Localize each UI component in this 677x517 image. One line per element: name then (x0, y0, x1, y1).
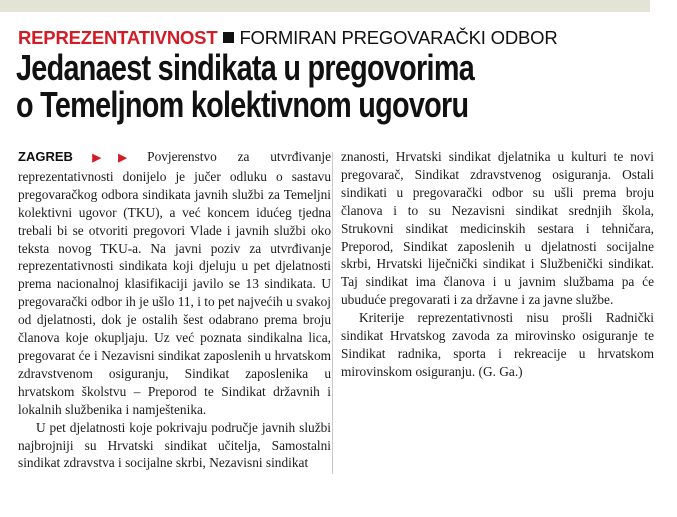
article-column-right (341, 148, 654, 381)
paragraph-3: Kriterije reprezentativnosti nisu prošli Radnički sindikat Hrvatskog zavoda za mirovinsko osiguranje te Sindikat radnika, sporta i rekreacije u hrvatskom mirovinskom osiguranju. (G. Ga.) (341, 310, 654, 379)
section-tag: REPREZENTATIVNOST (18, 27, 218, 48)
paragraph-2: U pet djelatnosti koje pokrivaju područje javnih službi najbrojniji su Hrvatski sindikat učitelja, Samostalni sindikat zdravstva i socijalne skrbi, Nezavisni sindikat (18, 419, 331, 471)
double-arrow-icon: ▶▶ (74, 152, 145, 164)
lead-paragraph (18, 148, 331, 419)
article-headline (16, 49, 520, 123)
kicker-subtitle: FORMIRAN PREGOVARAČKI ODBOR (239, 27, 558, 48)
article-kicker (18, 27, 557, 49)
headline-line-1: Jedanaest sindikata u pregovorima (16, 47, 475, 88)
dateline: ZAGREB (18, 149, 73, 164)
article-column-left (18, 148, 331, 472)
column-divider (332, 152, 333, 474)
square-bullet-icon (223, 32, 234, 43)
lead-text: Povjerenstvo za utvrđivanje reprezentativnosti donijelo je jučer odluku o sastavu pregovaračkog odbora sindikata javnih službi za Temeljni kolektivni ugovor (TKU), a već koncem idućeg tjedna trebali bi se otvoriti pregovori Vlade i javnih službi oko teksta novog TKU-a. Na javni poziv za utvrđivanje reprezentativnosti sindikata koji djeluju u pet djelatnosti prema nacionalnoj klasifikaciji javilo se 13 sindikata. U pregovarački odbor ih je ušlo 11, i to pet najvećih u svakoj od djelatnosti, dok je ostalih šest odabrano prema broju članova koje okupljaju. Uz već poznata sindikalna lica, pregovarat će i Nezavisni sindikat zaposlenih u hrvatskom zdravstvenom osiguranju, Sindikat zaposlenika u hrvatskom školstvu – Preporod te Sindikat državnih i lokalnih službenika i namještenika. (18, 149, 332, 417)
top-color-band (0, 0, 650, 12)
paragraph-2-continued: znanosti, Hrvatski sindikat djelatnika u kulturi te novi pregovarač, Sindikat zdravstvenog osiguranja. Ostali sindikati u pregovarački odbor su ušli prema broju članova i to su Nezavisni sindikat srednjih škola, Strukovni sindikat medicinskih sestara i tehničara, Preporod, Sindikat zaposlenih u djelatnosti socijalne skrbi, Hrvatski liječnički sindikat i Službenički sindikat. Taj sindikat ima članova i u javnim službama pa će ubuduće pregovarati i za državne i za javne službe. (341, 149, 654, 308)
headline-line-2: o Temeljnom kolektivnom ugovoru (16, 84, 469, 125)
